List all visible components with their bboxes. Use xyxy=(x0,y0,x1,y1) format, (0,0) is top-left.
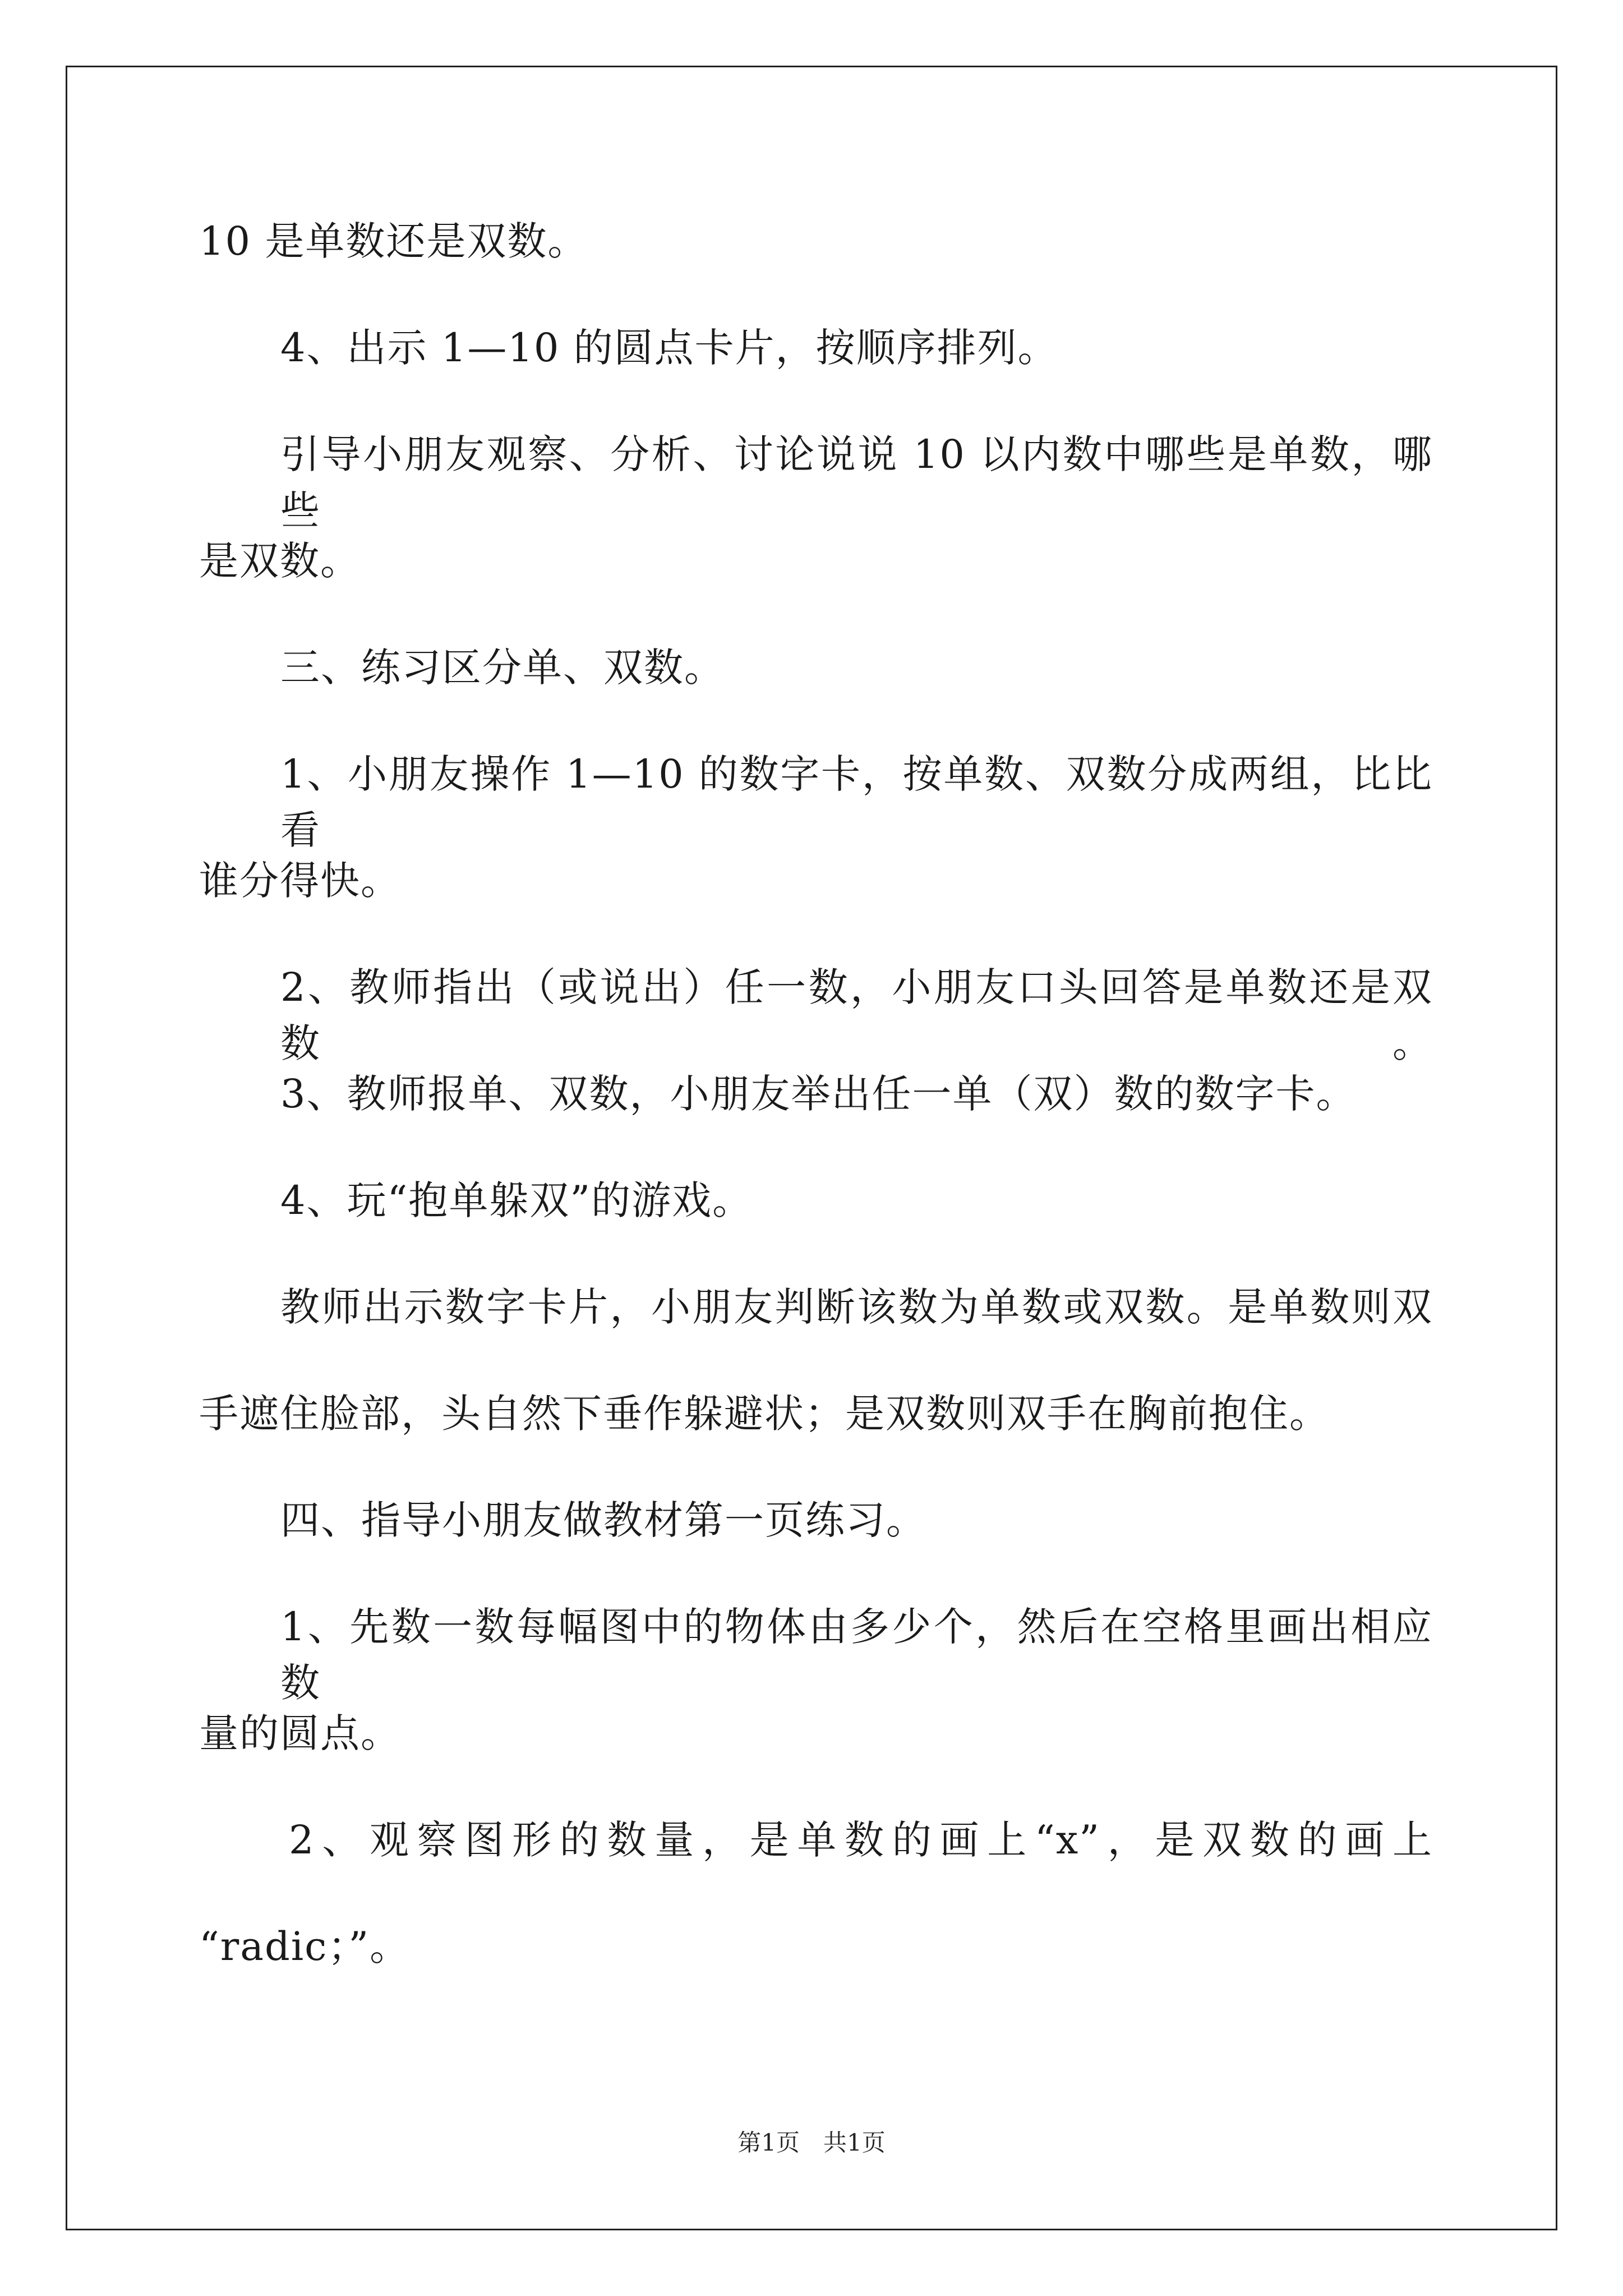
text-line: “radic；”。 xyxy=(199,1924,411,1970)
text-line: 引导小朋友观察、分析、讨论说说 10 以内数中哪些是单数，哪些 xyxy=(280,431,1433,533)
text-line: 手遮住脸部，头自然下垂作躲避状；是双数则双手在胸前抱住。 xyxy=(199,1391,1330,1437)
text-line: 是双数。 xyxy=(199,538,361,584)
section-heading: 三、练习区分单、双数。 xyxy=(280,645,725,691)
text-line: 1、小朋友操作 1—10 的数字卡，按单数、双数分成两组，比比看 xyxy=(280,751,1433,853)
text-line: 1、先数一数每幅图中的物体由多少个，然后在空格里画出相应数 xyxy=(280,1604,1433,1706)
text-line: 3、教师报单、双数，小朋友举出任一单（双）数的数字卡。 xyxy=(280,1071,1357,1117)
text-line: 2、观察图形的数量，是单数的画上“x”，是双数的画上 xyxy=(289,1817,1433,1863)
text-line: 4、出示 1—10 的圆点卡片，按顺序排列。 xyxy=(280,325,1058,371)
text-line: 10 是单数还是双数。 xyxy=(199,218,588,264)
text-line: 2、教师指出（或说出）任一数，小朋友口头回答是单数还是双数。 xyxy=(280,964,1433,1066)
text-line: 4、玩“抱单躲双”的游戏。 xyxy=(280,1177,753,1223)
text-line: 量的圆点。 xyxy=(199,1710,401,1756)
text-line: 谁分得快。 xyxy=(199,858,401,904)
page-number: 第1页 共1页 xyxy=(737,2129,886,2156)
section-heading: 四、指导小朋友做教材第一页练习。 xyxy=(280,1497,926,1543)
text-line: 教师出示数字卡片，小朋友判断该数为单数或双数。是单数则双 xyxy=(280,1284,1433,1330)
page-border xyxy=(66,66,1557,2230)
